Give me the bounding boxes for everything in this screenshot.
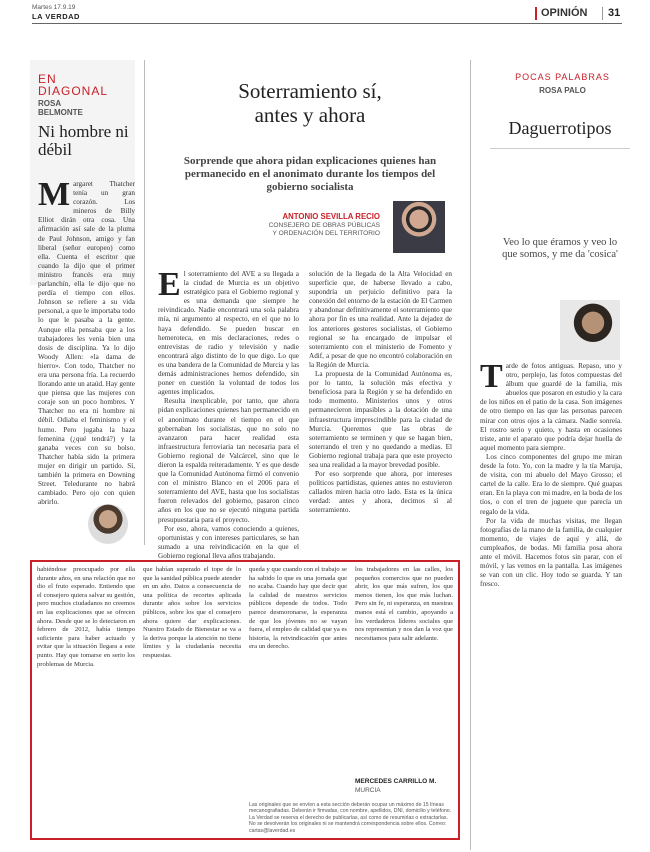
main-headline-line1: Soterramiento sí, (238, 79, 382, 103)
main-col2-paragraph-2: La propuesta de la Comunidad Autónoma es, por lo tanto, la solución más efectiva y beneficiosa para la Región y se ha defendido en todo momento. Ministerios unos y otros permanecieron impasibles a la dotación de una infraestructura imprescindible para la ciudad de Murcia. Queremos que las obras de soterramiento se terminen y que se hagan bien, soterrando el tren y no quedando a medias. El Gobierno regional trabaja para que este proyecto sea una realidad a la mayor brevedad posible. (309, 370, 452, 469)
left-column-dropcap: M (38, 176, 71, 213)
right-column-headline: Daguerrotipos (508, 118, 612, 138)
right-column-quote: Veo lo que éramos y veo lo que somos, y me da 'cosica' (502, 237, 618, 260)
left-column-headline: Ni hombre ni débil (38, 122, 129, 159)
main-col2-paragraph-1: solución de la llegada de la Alta Velocidad en superficie que, de haberse llevado a cabo, supondría un perjuicio definitivo para la conexión del entorno de la estación de El Carmen y abandonar definitivamente el soterramiento que ahora por fin es una realidad. Ante la dejadez de los anteriores gestores socialistas, el Gobierno regional se ha encargado de impulsar el soterramiento con el ministerio de Fomento y Adif, a pesar de que no encontró colaboración en la Región de Murcia. (309, 270, 452, 369)
header-newspaper: LA VERDAD (32, 12, 80, 21)
header-date: Martes 17.9.19 (32, 4, 76, 11)
main-dropcap: E (158, 266, 181, 303)
left-column-author: ROSA BELMONTE (38, 99, 83, 117)
right-headline-rule (490, 148, 630, 149)
right-body-paragraph-2: Los cinco componentes del grupo me miran desde la foto. Yo, con la madre y la tía Maruja, de visita, con mi abuelo del Mayo Grosso; el cartel de la calle. Era lo de siempre. Qué guapas eran. En la playa con mi madre, en la boda de los tíos, o con el tren de juguete que parecía un regalo de la vida. (480, 452, 622, 516)
letters-col4: los trabajadores en las calles, los pequeños comercios que no pueden abrir, los que más sufren, los que menos tienen, los que más luchan. Pero sin fe, ni esperanza, en nuestras manos está el cambio, apoyando a los verdaderos líderes sociales que nos representan y nos dan la voz que necesitamos para salir adelante. (355, 566, 453, 642)
header-divider (602, 7, 603, 20)
letters-col2: que habían superado el tope de lo que la sanidad pública puede atender en un año. Datos a consecuencia de una política de recortes aplicada durante años sobre los servicios públicos, sobre los que el consejero ahora quiere dar explicaciones. Nuestro Estado de Bienestar se va a la deriva porque la atención no tiene límites y la ciudadanía necesita respuestas. (143, 566, 241, 659)
main-author-photo (393, 201, 445, 253)
right-body-text: arde de fotos antiguas. Repaso, uno y otro, perplejo, las fotos compuestas del álbum que guardé de la familia, mis abuelos que posaron en estudio y la cara de los niños en el patio de la casa. Son imágenes de otro tiempo en las que las personas parecen mirar con otros ojos a la cámara. Nadie sonreía. El rostro serio y quieto, y hasta en ocasiones triste, ante el aparato que podría dejar huella de aquel momento para siempre. (480, 362, 622, 452)
right-dropcap: T (480, 358, 503, 395)
main-author-role-2: Y ORDENACIÓN DEL TERRITORIO (272, 230, 380, 237)
main-standfirst: Sorprende que ahora pidan explicaciones quienes han permanecido en el anonimato durante los tiempos del gobierno socialista (183, 155, 437, 193)
letters-signature: MERCEDES CARRILLO M. (355, 778, 437, 785)
main-col1-text: l soterramiento del AVE a su llegada a la ciudad de Murcia es un objetivo estratégico para el Gobierno regional y es una demanda que siempre he reivindicado. Nadie encontrará una sola palabra mía, ni argumento al respecto, en el que no lo haya defendido. Se pueden buscar en hemeroteca, en mis declaraciones, redes o entrevistas de radio y televisión y nadie encontrará algo distinto de lo que digo. Lo que es una bandera de la Comunidad de Murcia y las demás administraciones hemos defendido, sin poner en cuestión la voluntad de todos los agentes implicados. (158, 270, 299, 397)
main-body-col2 (309, 270, 452, 550)
header-rule (32, 23, 622, 24)
main-col1-paragraph-3: Por eso, ahora, vamos conociendo a quienes, oportunistas y con intereses particulares, se han sumado a una reivindicación en la que el Gobierno regional lleva años trabajando. (158, 524, 299, 560)
left-column-body (38, 176, 135, 507)
right-column-body (480, 358, 622, 847)
left-column-body-text: argaret Thatcher tenía un gran corazón. Los mineros de Billy Elliot dirán otra cosa. Una afirmación así sale de la pluma de Paul Johnson, amigo y fan liberal (señor europeo) como ella. Cuenta el escritor que cuando la dijo que el primer ministro francés era muy parlanchín, ella le dijo que no perdía el tiempo con ellos. Johnson se refiere a su vida personal, a que le importaba todo lo que le pasaba a la gente. Aunque ella pensaba que a los trabajadores les venía bien una dosis de disciplina. Ya lo dijo Woody Allen: «la dama de hierro». Con todo, Thatcher no era una persona fría. La recuerdo llorando ante un ataúd. Hay gente que piensa que las mujeres con coraje son un poco hombres. Y Thatcher no era ni hombre ni débil. Odiaba el feminismo y el humo. Pero jugaba la baza femenina (¿qué tendrá?) y la ganaba veces con su bolso. Thatcher había sido la primera mujer en dirigir un partido. Sí, también la primera en Downing Street. Teledurante no habrá cambiado. Pero ojo con quien abrirlo. (38, 180, 135, 507)
left-column-name-2: DIAGONAL (38, 84, 109, 98)
main-col1-paragraph-2: Resulta inexplicable, por tanto, que ahora pidan explicaciones quienes han permanecido en el anonimato durante el tiempo en el que gobernaban los socialistas, que no solo no avanzaron para hacer realidad esta infraestructura ferroviaria tan necesaria para el Gobierno regional de Valcárcel, sino que le dieron la espalda reiteradamente. Y es que desde que la Comunidad Autónoma firmó el convenio con el ministro Blanco en el 2006 para el soterramiento del AVE, hasta que los socialistas fueron relevados del gobierno, pasaron cinco años en los que no se ejecutó ninguna partida presupuestaria para el proyecto. (158, 397, 299, 524)
letters-col3: queda y que cuando con el trabajo se ha sabido lo que es una jornada que no acaba. Cuando hay que decir que la calidad de nuestros servicios públicos depende de todos. Todo parece desmoronarse, la esperanza de que los jóvenes no se vayan fuera, el empleo de calidad que ya es historia, la reivindicación que antes era un derecho. (249, 566, 347, 651)
main-author-role-1: CONSEJERO DE OBRAS PÚBLICAS (268, 222, 380, 229)
letters-city: MURCIA (355, 787, 381, 794)
right-author-photo (560, 300, 620, 360)
divider-right (470, 60, 471, 850)
main-author: ANTONIO SEVILLA RECIO (282, 212, 380, 221)
right-column-author: ROSA PALO (539, 86, 586, 95)
main-body-col1 (158, 266, 299, 560)
main-col2-paragraph-3: Por eso sorprende que ahora, por intereses políticos partidistas, quienes antes no estuvieron callados miren hacia otro lado. Esta es la única verdad: antes y ahora, decimos sí al soterramiento. (309, 470, 452, 515)
header-section-bar (535, 7, 537, 20)
main-headline-line2: antes y ahora (254, 103, 366, 127)
right-body-paragraph-3: Por la vida de muchas visitas, me llegan fotografías de la mano de la familia, de cualquier momento, de viajes de aquí y allá, de cumpleaños, de bodas. Mi familia posa ahora ante el móvil. Hacemos fotos sin parar, con el móvil, y las vemos en la pantalla. Las imágenes se van con un clic. Hoy todo se guarda. Y tan fresco. (480, 516, 622, 589)
right-column-name: POCAS PALABRAS (515, 72, 610, 82)
header-page-number: 31 (608, 7, 621, 19)
left-column-name-1: EN (38, 72, 57, 86)
header-section: OPINIÓN (541, 7, 588, 19)
divider-left (144, 60, 145, 545)
left-author-portrait (88, 504, 128, 544)
letters-disclaimer: Las originales que se envíen a esta sección deberán ocupar un máximo de 15 líneas mecanografiadas. Deberán ir firmadas, con nombre, apellidos, DNI, domicilio y teléfono. La Verdad se reserva el derecho de publicarlas, así como de resumirlas o extractarlas. No se devolverán los originales ni se mantendrá correspondencia sobre ellos. Correo: cartas@laverdad.es (249, 802, 452, 834)
letters-col1: habiéndose preocupado por ella durante años, en una relación que no dio el fruto esperado. Entiendo que el consejero quiera salvar su gestión, pero muchos ciudadanos no creemos en las explicaciones que se ofrecen ahora. Desde que se lo detectaron en febrero de 2012, había tiempo suficiente para haber actuado y evitar que la situación llegara a este punto. Hay que tomarse en serio los problemas de Murcia. (37, 566, 135, 668)
